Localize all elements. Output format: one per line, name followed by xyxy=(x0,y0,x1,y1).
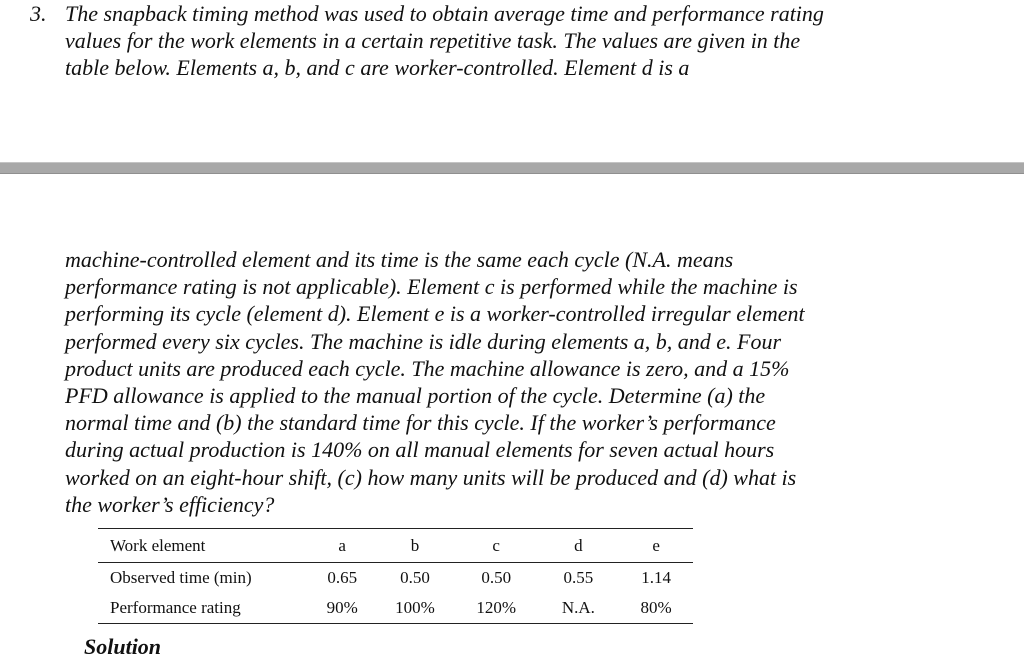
page-top-section xyxy=(0,0,1024,162)
table-cell: Performance rating xyxy=(110,598,241,617)
table-cell: 90% xyxy=(326,598,358,617)
paragraph-line: performing its cycle (element d). Element e is a worker-controlled irregular element xyxy=(65,301,805,327)
table-cell: 1.14 xyxy=(641,568,671,587)
problem-paragraph-part1 xyxy=(65,0,824,82)
header-cell: e xyxy=(652,535,660,555)
paragraph-line: performance rating is not applicable). Element c is performed while the machine is xyxy=(65,274,798,300)
table-cell: 0.65 xyxy=(327,568,358,587)
header-cell: d xyxy=(574,535,583,555)
paragraph-line: product units are produced each cycle. The machine allowance is zero, and a 15% xyxy=(65,355,790,381)
paragraph-line: PFD allowance is applied to the manual portion of the cycle. Determine (a) the xyxy=(65,383,766,409)
table-cell: 80% xyxy=(640,598,672,617)
table-cell: 120% xyxy=(476,598,517,617)
table-row xyxy=(98,593,693,624)
header-cell: b xyxy=(410,535,420,555)
work-element-table xyxy=(98,528,693,624)
table-cell: Observed time (min) xyxy=(110,568,252,587)
paragraph-line: values for the work elements in a certain repetitive task. The values are given in the xyxy=(65,28,801,54)
paragraph-line: worked on an eight-hour shift, (c) how many units will be produced and (d) what is xyxy=(65,464,797,490)
paragraph-line: The snapback timing method was used to obtain average time and performance rating xyxy=(65,1,824,26)
paragraph-line: performed every six cycles. The machine is idle during elements a, b, and e. Four xyxy=(65,328,782,354)
header-cell: a xyxy=(338,535,346,555)
table-cell: 0.50 xyxy=(481,568,512,587)
page-break-divider xyxy=(0,162,1024,174)
paragraph-line: table below. Elements a, b, and c are worker-controlled. Element d is a xyxy=(65,55,690,81)
table-header-row xyxy=(98,529,693,563)
paragraph-line: normal time and (b) the standard time for this cycle. If the worker’s performance xyxy=(65,410,776,436)
problem-paragraph-part2 xyxy=(65,246,805,518)
solution-heading-cutoff: Solution xyxy=(84,634,162,659)
table-cell: 100% xyxy=(395,598,435,617)
paragraph-line: machine-controlled element and its time is the same each cycle (N.A. means xyxy=(65,247,734,272)
table-cell: 0.55 xyxy=(563,568,594,587)
table-cell: 0.50 xyxy=(400,568,430,587)
paragraph-line: the worker’s efficiency? xyxy=(65,491,275,517)
header-cell: Work element xyxy=(110,535,206,555)
table-cell: N.A. xyxy=(561,598,595,617)
paragraph-line: during actual production is 140% on all manual elements for seven actual hours xyxy=(65,437,775,463)
table-row xyxy=(98,563,693,594)
problem-number: 3. xyxy=(30,1,47,26)
header-cell: c xyxy=(492,535,500,555)
